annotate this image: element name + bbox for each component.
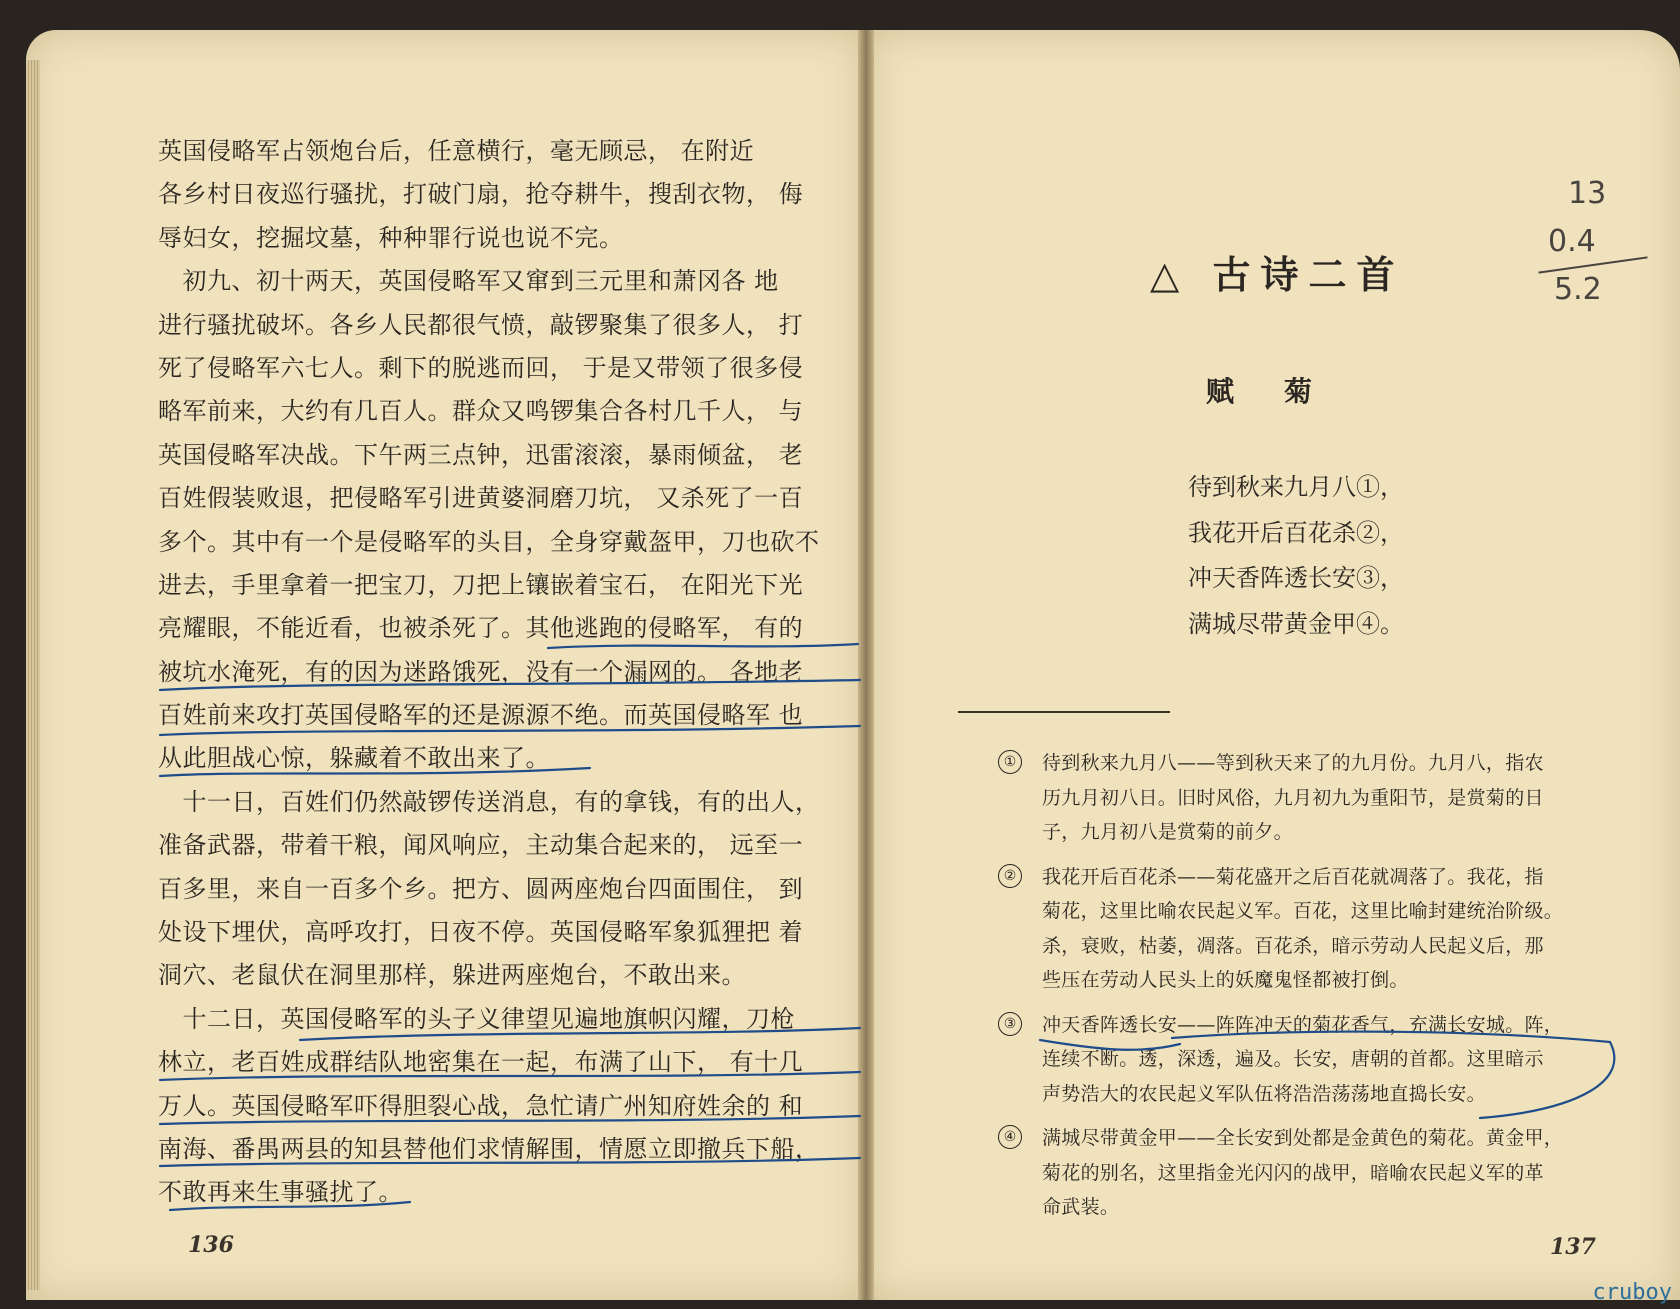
text-line: 初九、初十两天，英国侵略军又窜到三元里和萧冈各 地 <box>158 267 779 296</box>
text-line: 南海、番禺两县的知县替他们求情解围，情愿立即撤兵下船， <box>158 1134 820 1163</box>
footnote-marker: ① <box>998 750 1022 774</box>
text-line: 林立，老百姓成群结队地密集在一起，布满了山下， 有十几 <box>158 1048 804 1077</box>
left-body-text <box>158 130 838 1215</box>
footnote-line: 菊花，这里比喻农民起义军。百花，这里比喻封建统治阶级。 <box>1042 900 1564 922</box>
text-line: 英国侵略军占领炮台后，任意横行，毫无顾忌， 在附近 <box>158 137 755 165</box>
footnote-line: 命武装。 <box>1042 1196 1120 1218</box>
footnote-line: 满城尽带黄金甲——全长安到处都是金黄色的菊花。黄金甲， <box>1042 1127 1564 1149</box>
page-number-left: 136 <box>188 1232 234 1258</box>
watermark: cruboy <box>1592 1280 1672 1305</box>
footnote-line: 菊花的别名，这里指金光闪闪的战甲，暗喻农民起义军的革 <box>1042 1161 1544 1184</box>
footnote <box>998 860 1628 998</box>
text-line: 进去，手里拿着一把宝刀，刀把上镶嵌着宝石， 在阳光下光 <box>158 570 804 599</box>
footnote-line: 冲天香阵透长安——阵阵冲天的菊花香气，充满长安城。阵， <box>1042 1013 1564 1036</box>
text-line: 亮耀眼，不能近看，也被杀死了。其他逃跑的侵略军， 有的 <box>158 614 804 643</box>
text-line: 十二日，英国侵略军的头子义律望见遍地旗帜闪耀，刀枪 <box>158 1004 795 1033</box>
text-line: 洞穴、老鼠伏在洞里那样，躲进两座炮台，不敢出来。 <box>158 961 746 990</box>
poem-title: 赋菊 <box>1206 375 1363 408</box>
text-line: 英国侵略军决战。下午两三点钟，迅雷滚滚，暴雨倾盆， 老 <box>158 440 804 469</box>
text-line: 略军前来，大约有几百人。群众又鸣锣集合各村几千人， 与 <box>158 397 804 426</box>
footnote-line: 历九月初八日。旧时风俗，九月初九为重阳节，是赏菊的日 <box>1042 786 1544 809</box>
text-line: 辱妇女，挖掘坟墓，种种罪行说也说不完。 <box>158 223 624 252</box>
text-line: 死了侵略军六七人。剩下的脱逃而回， 于是又带领了很多侵 <box>158 353 804 382</box>
handwritten-note: 13 <box>1568 176 1607 211</box>
footnote-divider <box>958 711 1170 713</box>
footnote <box>998 1008 1628 1112</box>
text-line: 进行骚扰破坏。各乡人民都很气愤，敲锣聚集了很多人， 打 <box>158 310 804 339</box>
page-edges <box>26 60 40 1290</box>
text-line: 从此胆战心惊，躲藏着不敢出来了。 <box>158 744 550 773</box>
text-line: 万人。英国侵略军吓得胆裂心战，急忙请广州知府姓余的 和 <box>158 1091 804 1120</box>
poem-line: 待到秋来九月八①， <box>1188 473 1404 501</box>
footnote-line: 待到秋来九月八——等到秋天来了的九月份。九月八，指农 <box>1042 752 1544 774</box>
footnote-line: 声势浩大的农民起义军队伍将浩浩荡荡地直捣长安。 <box>1042 1082 1486 1105</box>
text-line: 被坑水淹死，有的因为迷路饿死，没有一个漏网的。 各地老 <box>158 657 804 686</box>
page-number-right: 137 <box>1550 1234 1596 1260</box>
text-line: 百姓前来攻打英国侵略军的还是源源不绝。而英国侵略军 也 <box>158 701 804 730</box>
text-line: 百姓假装败退，把侵略军引进黄婆洞磨刀坑， 又杀死了一百 <box>158 484 804 513</box>
footnote-marker: ③ <box>998 1012 1022 1036</box>
text-line: 百多里，来自一百多个乡。把方、圆两座炮台四面围住， 到 <box>158 874 804 903</box>
footnote-line: 些压在劳动人民头上的妖魔鬼怪都被打倒。 <box>1042 969 1409 991</box>
text-line: 不敢再来生事骚扰了。 <box>158 1178 403 1207</box>
handwritten-note: 0.4 <box>1548 224 1596 259</box>
footnote-marker: ④ <box>998 1125 1022 1149</box>
text-line: 处设下埋伏，高呼攻打，日夜不停。英国侵略军象狐狸把 着 <box>158 918 804 947</box>
poem-line: 冲天香阵透长安③， <box>1188 564 1404 592</box>
poem-line: 满城尽带黄金甲④。 <box>1188 609 1404 638</box>
poem-body <box>1188 465 1404 647</box>
footnote-line: 连续不断。透，深透，遍及。长安，唐朝的首都。这里暗示 <box>1042 1048 1544 1070</box>
footnote <box>998 1121 1628 1225</box>
text-line: 多个。其中有一个是侵略军的头目，全身穿戴盔甲，刀也砍不 <box>158 527 820 556</box>
text-line: 各乡村日夜巡行骚扰，打破门扇，抢夺耕牛，搜刮衣物， 侮 <box>158 180 804 209</box>
book-spine <box>858 30 874 1300</box>
footnote-line: 杀，衰败，枯萎，凋落。百花杀，暗示劳动人民起义后，那 <box>1042 934 1544 957</box>
section-title: △ 古诗二首 <box>1150 252 1405 297</box>
text-line: 准备武器，带着干粮，闻风响应，主动集合起来的， 远至一 <box>158 831 804 860</box>
footnote <box>998 746 1628 850</box>
footnote-line: 我花开后百花杀——菊花盛开之后百花就凋落了。我花，指 <box>1042 865 1544 888</box>
handwritten-note: 5.2 <box>1554 272 1602 307</box>
footnote-line: 子，九月初八是赏菊的前夕。 <box>1042 821 1293 843</box>
footnotes <box>998 746 1628 1235</box>
footnote-marker: ② <box>998 864 1022 888</box>
text-line: 十一日，百姓们仍然敲锣传送消息，有的拿钱，有的出人， <box>158 787 820 816</box>
poem-line: 我花开后百花杀②， <box>1188 518 1404 547</box>
